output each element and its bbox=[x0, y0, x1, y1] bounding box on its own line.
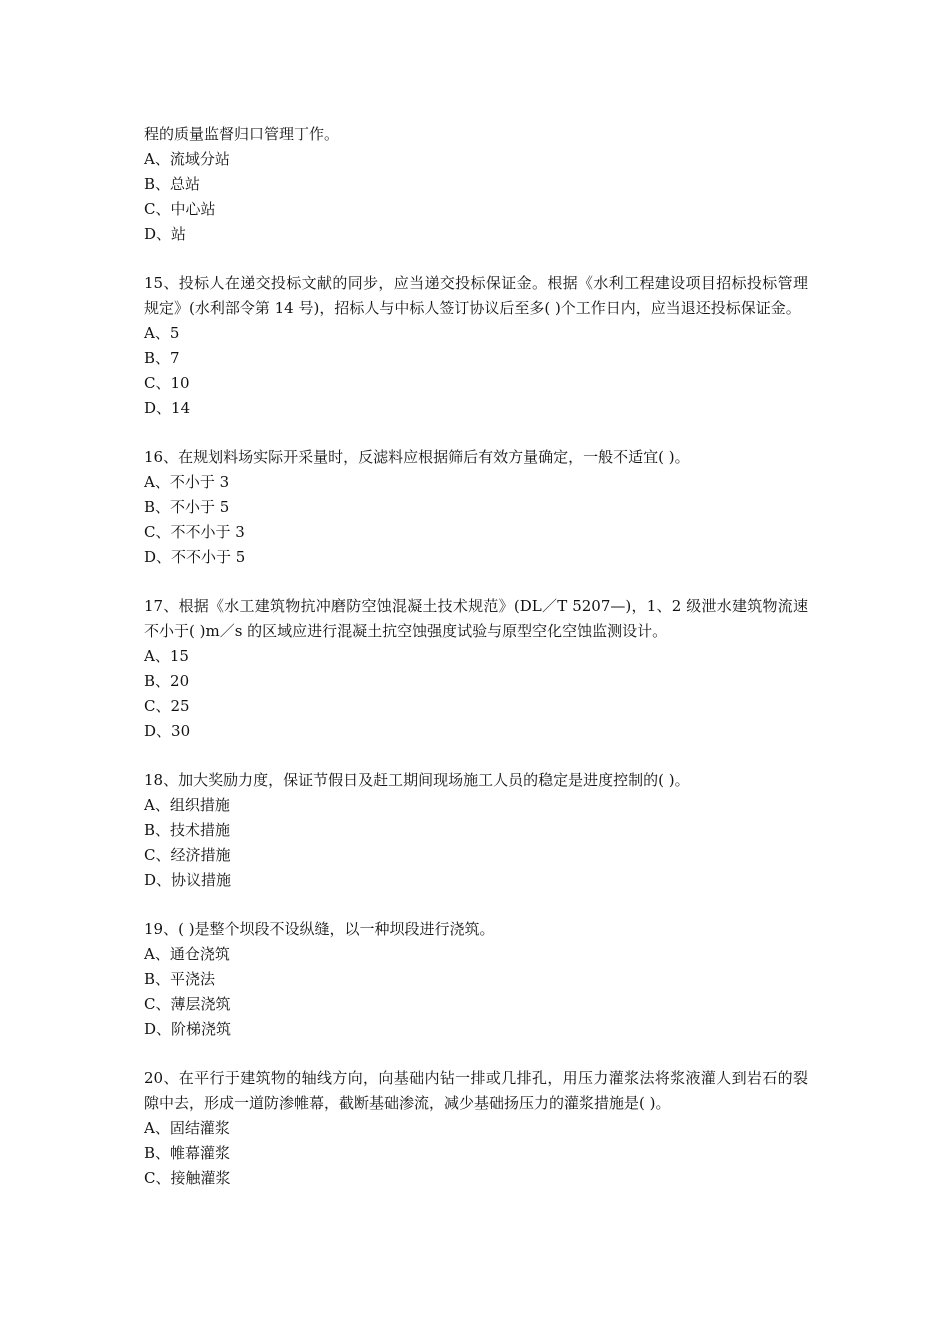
option-b: B、帷幕灌浆 bbox=[144, 1144, 231, 1162]
option-b: B、不小于 5 bbox=[144, 498, 230, 516]
option-d: D、协议措施 bbox=[144, 871, 232, 889]
option-a: A、流域分站 bbox=[144, 150, 230, 168]
option-c: C、25 bbox=[144, 697, 190, 715]
question-text: 16、在规划料场实际开采量时，反滤料应根据筛后有效方量确定，一般不适宜( )。 bbox=[144, 448, 690, 466]
option-d: D、14 bbox=[144, 399, 191, 417]
question-block-19 bbox=[144, 917, 808, 1042]
option-b: B、20 bbox=[144, 672, 190, 690]
option-a: A、15 bbox=[144, 647, 189, 665]
option-a: A、不小于 3 bbox=[144, 473, 230, 491]
option-c: C、薄层浇筑 bbox=[144, 995, 231, 1013]
option-b: B、总站 bbox=[144, 175, 201, 193]
question-block-20 bbox=[144, 1066, 808, 1191]
option-b: B、7 bbox=[144, 349, 180, 367]
option-b: B、技术措施 bbox=[144, 821, 231, 839]
option-a: A、5 bbox=[144, 324, 180, 342]
option-c: C、10 bbox=[144, 374, 190, 392]
question-block-16 bbox=[144, 445, 808, 570]
question-block-15 bbox=[144, 271, 808, 421]
option-c: C、经济措施 bbox=[144, 846, 231, 864]
option-c: C、接触灌浆 bbox=[144, 1169, 231, 1187]
option-d: D、30 bbox=[144, 722, 191, 740]
question-text: 19、( )是整个坝段不设纵缝，以一种坝段进行浇筑。 bbox=[144, 920, 495, 938]
question-block-14 bbox=[144, 122, 808, 247]
option-a: A、通仓浇筑 bbox=[144, 945, 230, 963]
question-text: 15、投标人在递交投标文献的同步，应当递交投标保证金。根据《水利工程建设项目招标投标管理规定》(水利部令第 14 号)，招标人与中标人签订协议后至多( )个工作日内，应当退还投标保证金。 bbox=[144, 274, 808, 317]
question-text: 18、加大奖励力度，保证节假日及赶工期间现场施工人员的稳定是进度控制的( )。 bbox=[144, 771, 690, 789]
option-c: C、中心站 bbox=[144, 200, 216, 218]
question-text: 20、在平行于建筑物的轴线方向，向基础内钻一排或几排孔，用压力灌浆法将浆液灌人到岩石的裂隙中去，形成一道防渗帷幕，截断基础渗流，减少基础扬压力的灌浆措施是( )。 bbox=[144, 1069, 808, 1112]
option-a: A、组织措施 bbox=[144, 796, 230, 814]
question-block-18 bbox=[144, 768, 808, 893]
question-text: 程的质量监督归口管理丁作。 bbox=[144, 125, 340, 143]
option-b: B、平浇法 bbox=[144, 970, 216, 988]
option-d: D、站 bbox=[144, 225, 187, 243]
option-a: A、固结灌浆 bbox=[144, 1119, 230, 1137]
option-c: C、不不小于 3 bbox=[144, 523, 245, 541]
option-d: D、不不小于 5 bbox=[144, 548, 246, 566]
question-block-17 bbox=[144, 594, 808, 744]
question-text: 17、根据《水工建筑物抗冲磨防空蚀混凝土技术规范》(DL／T 5207—)，1、2 级泄水建筑物流速不小于( )m／s 的区域应进行混凝土抗空蚀强度试验与原型空化空蚀监测设计。 bbox=[144, 597, 808, 640]
question-list bbox=[144, 122, 808, 1191]
option-d: D、阶梯浇筑 bbox=[144, 1020, 232, 1038]
